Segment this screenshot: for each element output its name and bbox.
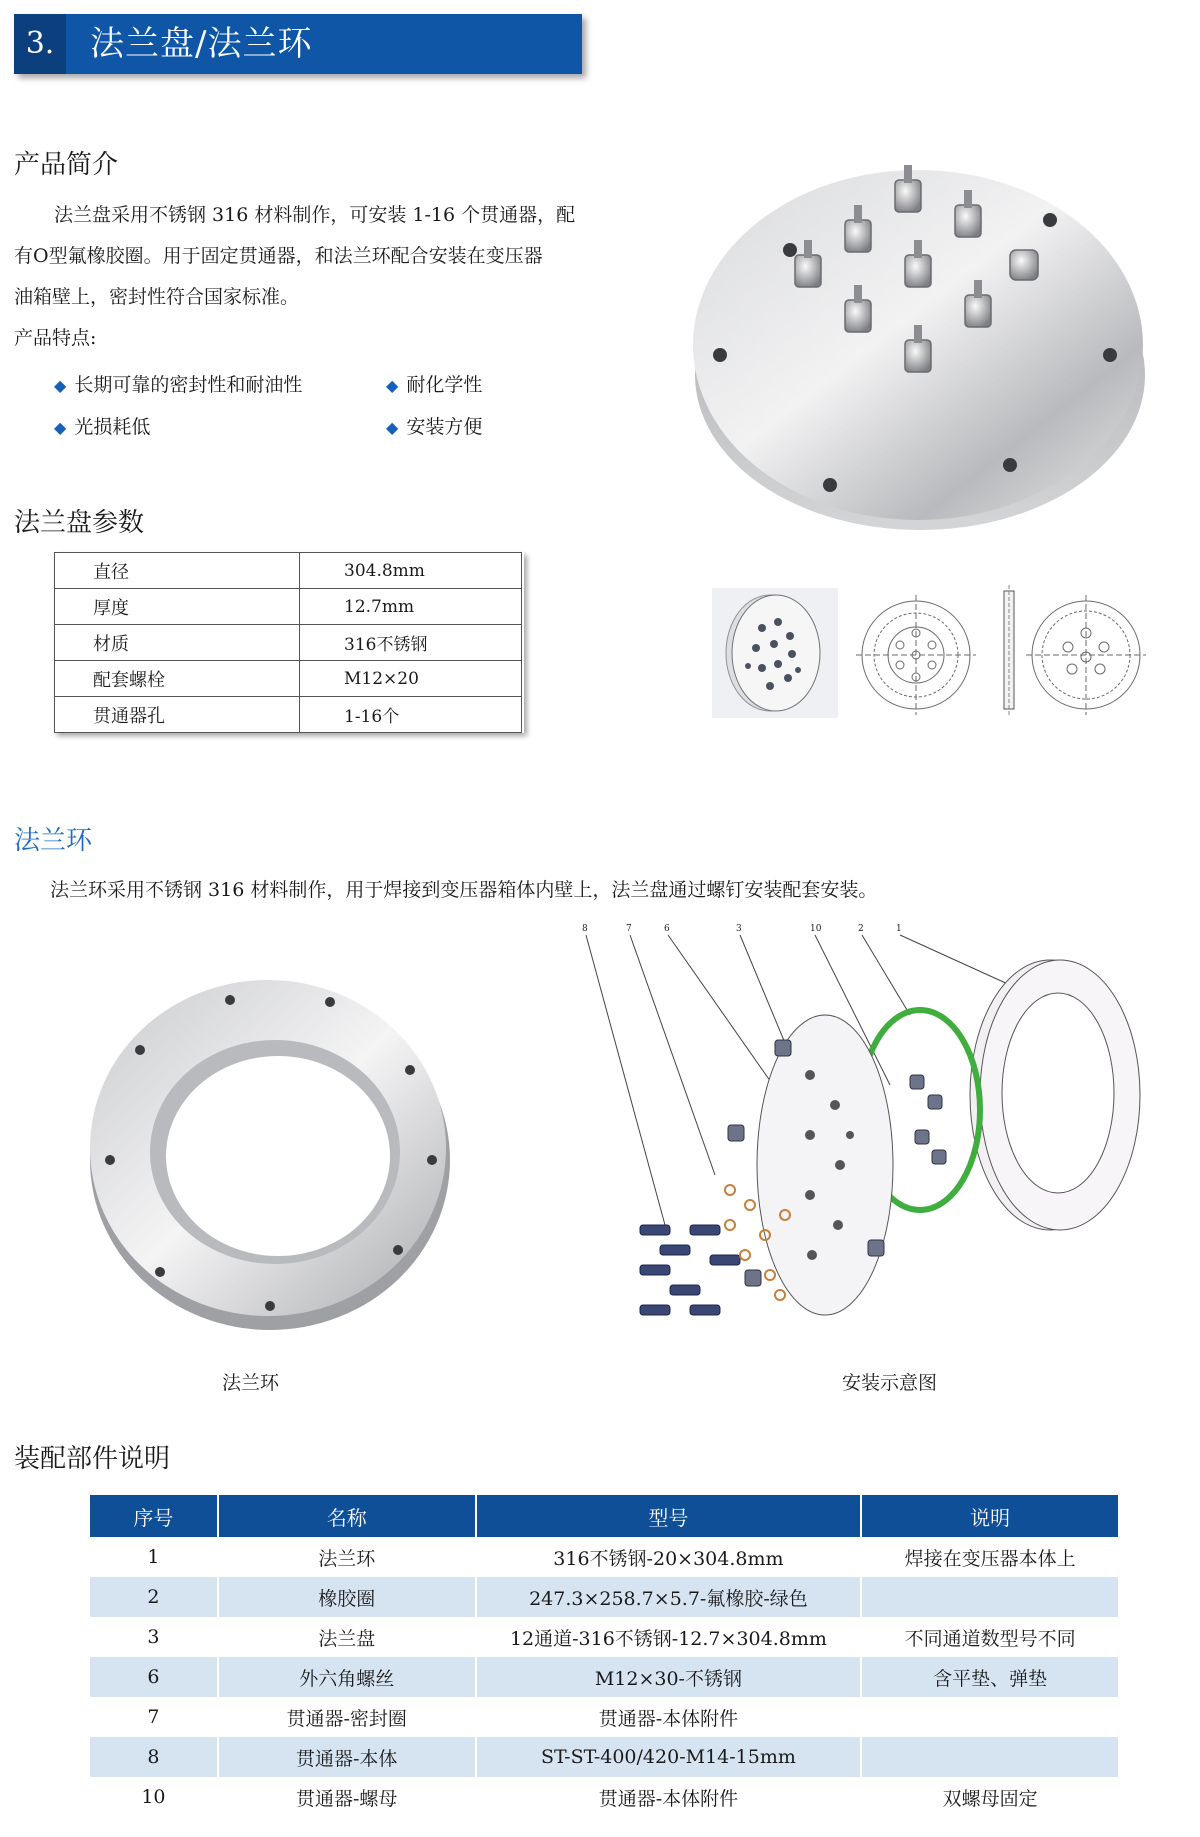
table-row: 10 贯通器-螺母 贯通器-本体附件 双螺母固定 (90, 1777, 1119, 1817)
feature-item: ◆ 长期可靠的密封性和耐油性 (54, 374, 303, 396)
table-header-row (90, 1495, 1119, 1537)
section-banner (14, 14, 582, 74)
flange-plate-back-drawing (1026, 595, 1146, 715)
ring-heading: 法兰环 (14, 826, 93, 856)
callout-number: 7 (626, 924, 632, 934)
column-header: 说明 (861, 1495, 1119, 1537)
ring-caption: 法兰环 (222, 1372, 280, 1394)
column-header: 型号 (476, 1495, 862, 1537)
install-caption: 安装示意图 (842, 1372, 938, 1394)
table-row: 2 橡胶圈 247.3×258.7×5.7-氟橡胶-绿色 (90, 1577, 1119, 1617)
table-row: 7 贯通器-密封圈 贯通器-本体附件 (90, 1697, 1119, 1737)
column-header: 名称 (218, 1495, 476, 1537)
diamond-bullet-icon: ◆ (54, 376, 67, 395)
table-row: 材质 316不锈钢 (55, 625, 522, 661)
table-row: 厚度 12.7mm (55, 589, 522, 625)
params-table-wrapper (54, 552, 524, 733)
parts-table (90, 1495, 1120, 1817)
table-row: 8 贯通器-本体 ST-ST-400/420-M14-15mm (90, 1737, 1119, 1777)
parts-heading: 装配部件说明 (14, 1444, 171, 1474)
section-number: 3. (14, 14, 66, 74)
intro-line-1: 法兰盘采用不锈钢 316 材料制作，可安装 1-16 个贯通器，配 (54, 204, 576, 226)
ring-description: 法兰环采用不锈钢 316 材料制作，用于焊接到变压器箱体内壁上，法兰盘通过螺钉安装配套安装。 (50, 879, 878, 901)
installation-diagram (580, 925, 1150, 1350)
params-table (54, 552, 522, 733)
table-row: 6 外六角螺丝 M12×30-不锈钢 含平垫、弹垫 (90, 1657, 1119, 1697)
callout-number: 10 (810, 924, 822, 934)
feature-item: ◆ 光损耗低 (54, 416, 151, 438)
diamond-bullet-icon: ◆ (386, 418, 399, 437)
diamond-bullet-icon: ◆ (54, 418, 67, 437)
intro-heading: 产品简介 (14, 150, 119, 180)
flange-plate-3d-thumbnail (712, 588, 838, 718)
intro-line-3: 油箱壁上，密封性符合国家标准。 (14, 286, 300, 308)
params-heading: 法兰盘参数 (14, 508, 145, 538)
table-row: 配套螺栓 M12×20 (55, 661, 522, 697)
feature-item: ◆ 安装方便 (386, 416, 483, 438)
callout-number: 2 (858, 924, 864, 934)
callout-number: 3 (736, 924, 742, 934)
table-row: 直径 304.8mm (55, 553, 522, 589)
flange-ring-photo (80, 960, 460, 1340)
table-row: 3 法兰盘 12通道-316不锈钢-12.7×304.8mm 不同通道数型号不同 (90, 1617, 1119, 1657)
callout-number: 8 (582, 924, 588, 934)
flange-plate-front-drawing (856, 595, 976, 715)
section-title: 法兰盘/法兰环 (90, 24, 313, 64)
diamond-bullet-icon: ◆ (386, 376, 399, 395)
feature-item: ◆ 耐化学性 (386, 374, 483, 396)
table-row: 贯通器孔 1-16个 (55, 697, 522, 733)
callout-number: 1 (896, 924, 902, 934)
callout-number: 6 (664, 924, 670, 934)
flange-plate-photo (680, 140, 1160, 550)
table-row: 1 法兰环 316不锈钢-20×304.8mm 焊接在变压器本体上 (90, 1537, 1119, 1577)
column-header: 序号 (90, 1495, 218, 1537)
flange-plate-side-drawing (996, 585, 1022, 715)
features-label: 产品特点: (14, 327, 97, 349)
intro-line-2: 有O型氟橡胶圈。用于固定贯通器，和法兰环配合安装在变压器 (14, 245, 543, 267)
